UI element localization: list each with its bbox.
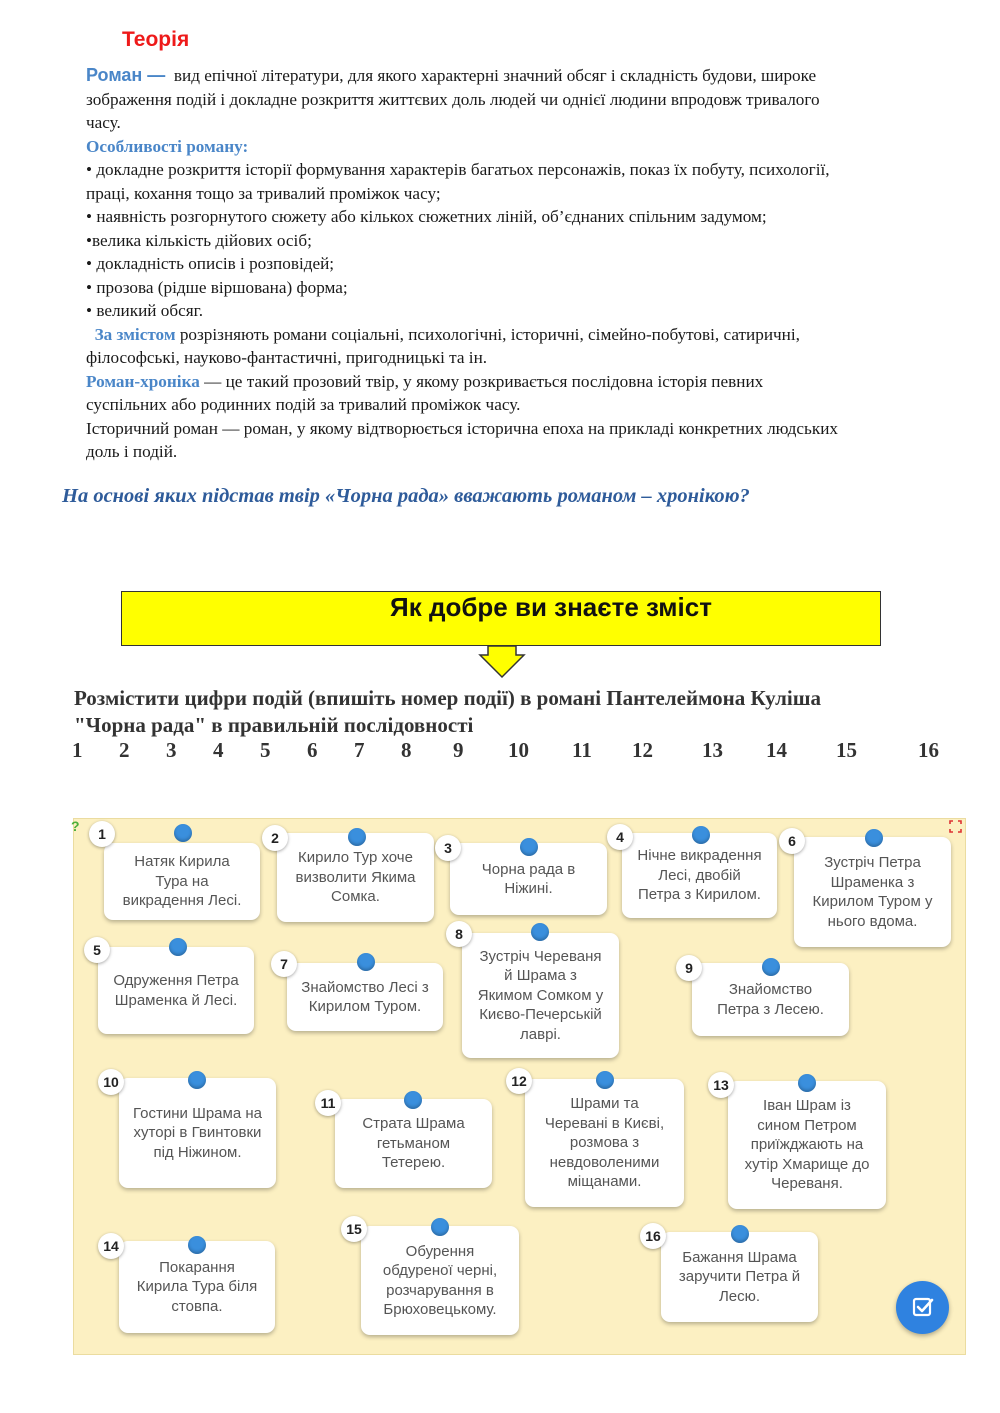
connector-dot[interactable] [188, 1236, 206, 1254]
event-card-text: Покарання Кирила Тура біля стовпа. [136, 1258, 258, 1315]
card-number-badge: 16 [640, 1223, 666, 1249]
roman-def-line-2: зображення подій і докладне розкриття життєвих доль людей чи однієї людини впродовж тривалого [86, 89, 820, 109]
event-card-6[interactable] [794, 837, 951, 947]
event-card-text: Чорна рада в Ніжині. [481, 860, 576, 897]
down-arrow-icon [478, 645, 526, 679]
content-text-1: розрізняють романи соціальні, психологічні, історичні, сімейно-побутові, сатиричні, [179, 324, 800, 344]
event-card-5[interactable] [98, 947, 254, 1034]
connector-dot[interactable] [174, 824, 192, 842]
connector-dot[interactable] [188, 1071, 206, 1089]
event-card-text: Натяк Кирила Тура на викрадення Лесі. [122, 853, 242, 910]
event-card-text: Одруження Петра Шраменка й Лесі. [113, 972, 239, 1009]
expand-icon[interactable] [949, 820, 962, 833]
connector-dot[interactable] [531, 923, 549, 941]
event-card-text: Бажання Шрама заручити Петра й Лесю. [678, 1248, 801, 1305]
event-card-1[interactable] [104, 843, 260, 920]
event-card-2[interactable] [277, 833, 434, 922]
roman-def-line-3: часу. [86, 113, 121, 132]
card-number-badge: 7 [271, 951, 297, 977]
answer-number: 3 [166, 738, 177, 762]
chronicle-text-2: суспільних або родинних подій за тривалий проміжок часу. [86, 395, 521, 414]
card-number-badge: 5 [84, 937, 110, 963]
connector-dot[interactable] [357, 953, 375, 971]
connector-dot[interactable] [731, 1225, 749, 1243]
connector-dot[interactable] [865, 829, 883, 847]
event-card-13[interactable] [728, 1081, 886, 1209]
card-number-badge: 9 [676, 955, 702, 981]
chronicle-term: Роман-хроніка [86, 371, 200, 391]
connector-dot[interactable] [798, 1074, 816, 1092]
connector-dot[interactable] [169, 938, 187, 956]
event-card-7[interactable] [287, 963, 443, 1031]
connector-dot[interactable] [692, 826, 710, 844]
connector-dot[interactable] [762, 958, 780, 976]
chronicle-text-1: — це такий прозовий твір, у якому розкривається послідовна історія певних [204, 371, 764, 391]
answer-number: 8 [401, 738, 412, 762]
card-number-badge: 8 [446, 921, 472, 947]
event-card-text: Зустріч Череваня й Шрама з Якимом Сомком у Києво-Печерській лаврі. [477, 947, 604, 1043]
answer-number: 4 [213, 738, 224, 762]
event-card-4[interactable] [622, 833, 777, 918]
historical-line-2: доль і подій. [86, 442, 178, 461]
feature-line: • докладне розкриття історії формування характерів багатьох персонажів, показ їх побуту, психології, [86, 160, 830, 179]
event-card-12[interactable] [525, 1079, 684, 1207]
answer-number: 5 [260, 738, 271, 762]
answer-number: 12 [632, 738, 653, 762]
event-card-text: Гостини Шрама на хуторі в Гвинтовки під Ніжином. [133, 1104, 262, 1161]
roman-def-line-1: вид епічної літератури, для якого характерні значний обсяг і складність будови, широке [173, 66, 817, 85]
check-icon [911, 1296, 935, 1320]
card-number-badge: 4 [607, 824, 633, 850]
card-number-badge: 15 [341, 1216, 367, 1242]
answer-number: 15 [836, 738, 857, 762]
event-card-text: Шрами та Черевані в Києві, розмова з невдоволеними міщанами. [544, 1095, 665, 1191]
theory-title: Теорія [122, 28, 190, 51]
features-heading: Особливості роману: [86, 136, 249, 156]
connector-dot[interactable] [431, 1218, 449, 1236]
card-number-badge: 11 [315, 1090, 341, 1116]
event-card-text: Знайомство Лесі з Кирилом Туром. [301, 978, 429, 1015]
card-number-badge: 6 [779, 828, 805, 854]
answer-number: 10 [508, 738, 529, 762]
feature-line: праці, кохання тощо за тривалий проміжок часу; [86, 183, 441, 203]
event-card-15[interactable] [361, 1226, 519, 1335]
event-card-11[interactable] [335, 1099, 492, 1188]
banner-title: Як добре ви знаєте зміст [390, 592, 712, 622]
answer-number: 11 [572, 738, 592, 762]
answer-number: 13 [702, 738, 723, 762]
card-number-badge: 14 [98, 1233, 124, 1259]
task-line-2: "Чорна рада" в правильній послідовності [74, 713, 474, 737]
content-text-2: філософські, науково-фантастичні, пригодницькі та ін. [86, 348, 488, 367]
answer-number-row [72, 738, 972, 766]
answer-number: 14 [766, 738, 787, 762]
feature-line: • докладність описів і розповідей; [86, 254, 335, 273]
content-term: За змістом [94, 324, 176, 344]
event-card-16[interactable] [661, 1232, 818, 1322]
feature-line: • прозова (рідше віршована) форма; [86, 277, 348, 297]
answer-number: 16 [918, 738, 939, 762]
event-card-text: Страта Шрама гетьманом Тетерею. [362, 1115, 465, 1172]
event-card-text: Зустріч Петра Шраменка з Кирилом Туром у нього вдома. [812, 854, 933, 930]
roman-term: Роман — [86, 65, 166, 85]
answer-number: 9 [453, 738, 464, 762]
event-card-text: Знайомство Петра з Лесею. [717, 981, 824, 1018]
answer-number: 7 [354, 738, 365, 762]
event-card-text: Обурення обдуреної черні, розчарування в Брюховецькому. [382, 1242, 498, 1318]
event-card-text: Кирило Тур хоче визволити Якима Сомка. [295, 849, 416, 906]
event-card-text: Нічне викрадення Лесі, двобій Петра з Кирилом. [637, 847, 762, 904]
event-card-10[interactable] [119, 1078, 276, 1188]
feature-line: •велика кількість дійових осіб; [86, 230, 312, 250]
check-answers-button[interactable] [896, 1281, 949, 1334]
task-line-1: Розмістити цифри подій (впишіть номер події) в романі Пантелеймона Куліша [74, 686, 821, 710]
card-number-badge: 13 [708, 1072, 734, 1098]
card-number-badge: 1 [89, 821, 115, 847]
task-instructions [74, 685, 954, 739]
historical-line-1: Історичний роман — роман, у якому відтворюється історична епоха на прикладі конкретних людських [86, 418, 839, 438]
connector-dot[interactable] [596, 1071, 614, 1089]
card-number-badge: 2 [262, 825, 288, 851]
feature-line: • великий обсяг. [86, 301, 204, 320]
connector-dot[interactable] [348, 828, 366, 846]
answer-number: 2 [119, 738, 130, 762]
event-card-8[interactable] [462, 933, 619, 1058]
event-card-14[interactable] [119, 1241, 275, 1333]
card-number-badge: 3 [435, 835, 461, 861]
feature-line: • наявність розгорнутого сюжету або кількох сюжетних ліній, об’єднаних спільним задумом; [86, 207, 767, 226]
roman-definition [86, 64, 986, 464]
connector-dot[interactable] [520, 838, 538, 856]
card-number-badge: 12 [506, 1068, 532, 1094]
answer-number: 6 [307, 738, 318, 762]
question: На основі яких підстав твір «Чорна рада» вважають романом – хронікою? [62, 485, 750, 507]
card-number-badge: 10 [98, 1069, 124, 1095]
answer-number: 1 [72, 738, 83, 762]
help-icon[interactable]: ? [71, 818, 80, 834]
event-card-text: Іван Шрам із сином Петром приїжджають на хутір Хмарище до Череваня. [744, 1097, 870, 1193]
connector-dot[interactable] [404, 1091, 422, 1109]
